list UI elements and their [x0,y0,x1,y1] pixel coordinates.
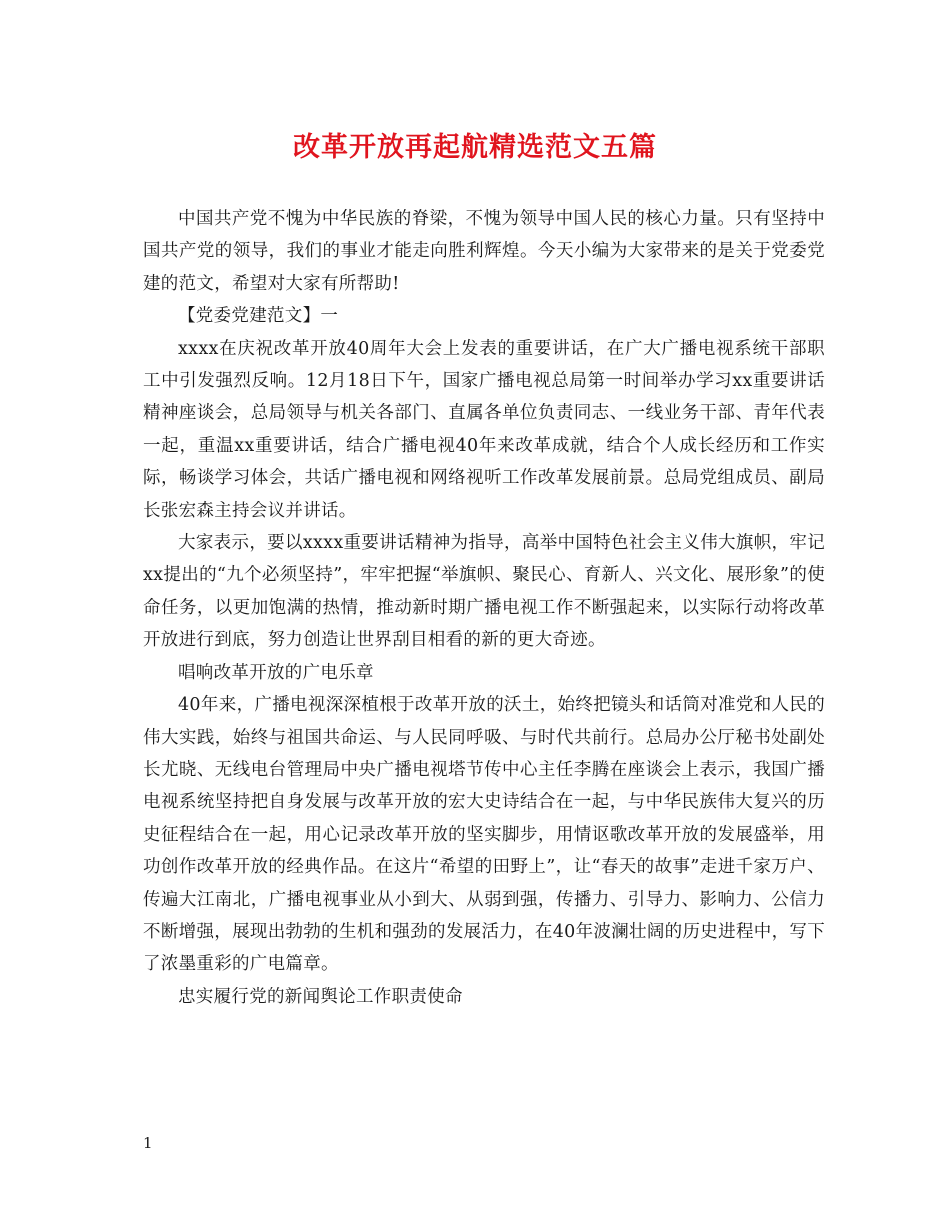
intro-paragraph: 中国共产党不愧为中华民族的脊梁，不愧为领导中国人民的核心力量。只有坚持中国共产党的领导，我们的事业才能走向胜利辉煌。今天小编为大家带来的是关于党委党建的范文，希望对大家有所帮助! [143,209,825,294]
page-number: 1 [143,1134,153,1152]
document-title: 改革开放再起航精选范文五篇 [293,132,657,163]
subheading: 忠实履行党的新闻舆论工作职责使命 [178,986,463,1007]
body-paragraph: 40年来，广播电视深深植根于改革开放的沃土，始终把镜头和话筒对准党和人民的伟大实践，始终与祖国共命运、与人民同呼吸、与时代共前行。总局办公厅秘书处副处长尤晓、无线电台管理局中央广播电视塔节传中心主任李腾在座谈会上表示，我国广播电视系统坚持把自身发展与改革开放的宏大史诗结合在一起，与中华民族伟大复兴的历史征程结合在一起，用心记录改革开放的坚实脚步，用情讴歌改革开放的发展盛举，用功创作改革开放的经典作品。在这片“希望的田野上”，让“春天的故事”走进千家万户、传遍大江南北，广播电视事业从小到大、从弱到强，传播力、引导力、影响力、公信力不断增强，展现出勃勃的生机和强劲的发展活力，在40年波澜壮阔的历史进程中，写下了浓墨重彩的广电篇章。 [143,695,825,975]
subheading: 唱响改革开放的广电乐章 [178,662,374,683]
section-heading: 【党委党建范文】一 [178,306,339,327]
document-body [143,203,825,1013]
body-paragraph: 大家表示，要以xxxx重要讲话精神为指导，高举中国特色社会主义伟大旗帜，牢记xx提出的“九个必须坚持”，牢牢把握“举旗帜、聚民心、育新人、兴文化、展形象”的使命任务，以更加饱满的热情，推动新时期广播电视工作不断强起来，以实际行动将改革开放进行到底，努力创造让世界刮目相看的新的更大奇迹。 [143,533,825,651]
body-paragraph: xxxx在庆祝改革开放40周年大会上发表的重要讲话，在广大广播电视系统干部职工中引发强烈反响。12月18日下午，国家广播电视总局第一时间举办学习xx重要讲话精神座谈会，总局领导与机关各部门、直属各单位负责同志、一线业务干部、青年代表一起，重温xx重要讲话，结合广播电视40年来改革成就，结合个人成长经历和工作实际，畅谈学习体会，共话广播电视和网络视听工作改革发展前景。总局党组成员、副局长张宏森主持会议并讲话。 [143,338,825,521]
